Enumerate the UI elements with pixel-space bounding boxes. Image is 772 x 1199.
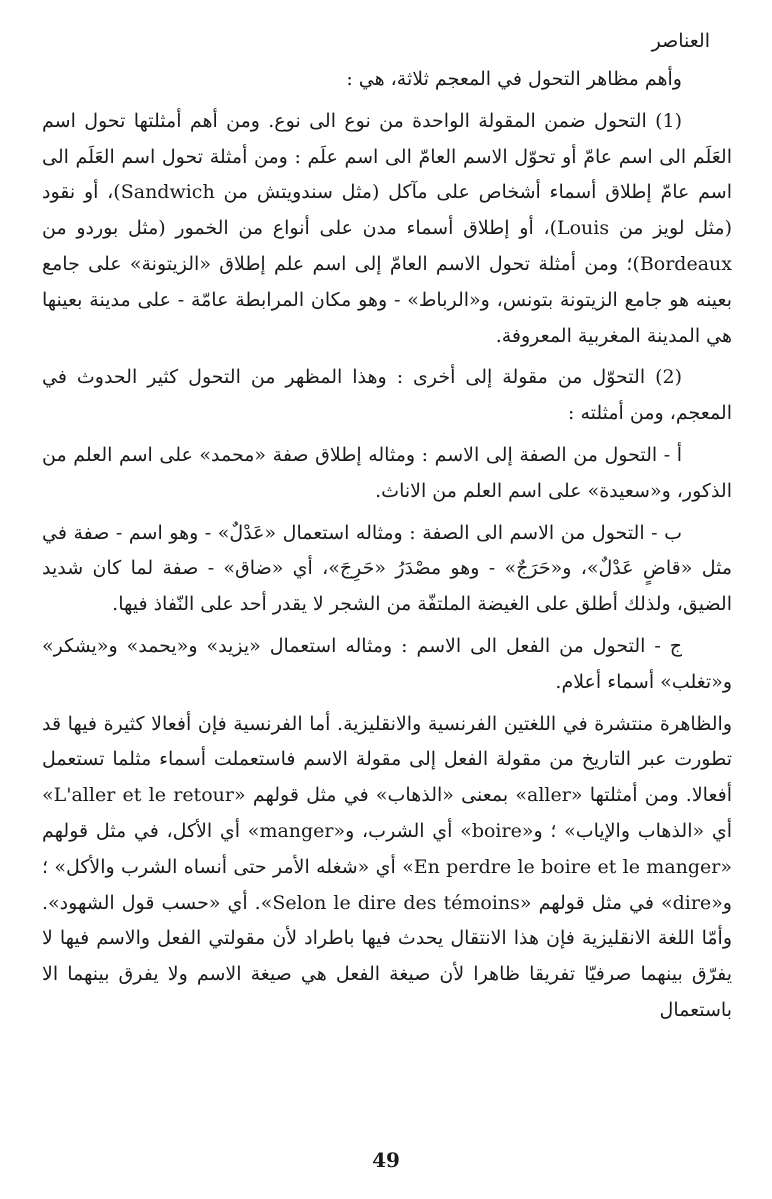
body-text — [42, 62, 732, 1035]
paragraph-languages: والظاهرة منتشرة في اللغتين الفرنسية والانقليزية. أما الفرنسية فإن أفعالا كثيرة فيها قد تطورت عبر التاريخ من مقولة الفعل إلى مقولة الاسم فاستعملت أسماء مثلما تستعمل أفعالا. ومن أمثلتها «aller» بمعنى «الذهاب» في مثل قولهم «L'aller et le retour» أي «الذهاب والإياب» ؛ و«boire» أي الشرب، و«manger» أي الأكل، في مثل قولهم «En perdre le boire et le manger» أي «شغله الأمر حتى أنساه الشرب والأكل» ؛ و«dire» في مثل قولهم «Selon le dire des témoins». أي «حسب قول الشهود». وأمّا اللغة الانقليزية فإن هذا الانتقال يحدث فيها باطراد لأن مقولتي الفعل والاسم فيها لا يفرّق بينهما صرفيّا تفريقا ظاهرا لأن صيغة الفعل هي صيغة الاسم ولا يفرق بينهما الا باستعمال — [42, 712, 732, 1021]
running-header: العناصر — [651, 30, 710, 52]
paragraph-point-2: (2) التحوّل من مقولة إلى أخرى : وهذا المظهر من التحول كثير الحدوث في المعجم، ومن أمثلته : — [42, 366, 732, 425]
paragraph-point-c: ج - التحول من الفعل الى الاسم : ومثاله استعمال «يزيد» و«يحمد» و«يشكر» و«تغلب» أسماء أعلام. — [42, 634, 732, 693]
paragraph-point-1: (1) التحول ضمن المقولة الواحدة من نوع الى نوع. ومن أهم أمثلتها تحول اسم العَلَم الى اسم عامّ أو تحوّل الاسم العامّ الى اسم علَم : ومن أمثلة تحول اسم العَلَم الى اسم عامّ إطلاق أسماء أشخاص على مآكل (مثل سندويتش من Sandwich)، أو نقود (مثل لويز من Louis)، أو إطلاق أسماء مدن على أنواع من الخمور (مثل بوردو من Bordeaux)؛ ومن أمثلة تحول الاسم العامّ إلى اسم علم إطلاق «الزيتونة» على جامع بعينه هو جامع الزيتونة بتونس، و«الرباط» - وهو مكان المرابطة عامّة - على مدينة بعينها هي المدينة المغربية المعروفة. — [42, 109, 732, 347]
paragraph-point-a: أ - التحول من الصفة إلى الاسم : ومثاله إطلاق صفة «محمد» على اسم العلم من الذكور، و«سعيدة» على اسم العلم من الاناث. — [42, 443, 732, 502]
paragraph-point-b: ب - التحول من الاسم الى الصفة : ومثاله استعمال «عَدْلٌ» - وهو اسم - صفة في مثل «قاضٍ عَدْلٌ»، و«حَرَجٌ» - وهو مصْدَرُ «حَرِجَ»، أي «ضاق» - صفة لما كان شديد الضيق، ولذلك أطلق على الغيضة الملتفّة من الشجر لا يقدر أحد على النّفاذ فيها. — [42, 521, 732, 616]
page-number: 49 — [372, 1148, 400, 1172]
paragraph-intro: وأهم مظاهر التحول في المعجم ثلاثة، هي : — [346, 68, 682, 90]
